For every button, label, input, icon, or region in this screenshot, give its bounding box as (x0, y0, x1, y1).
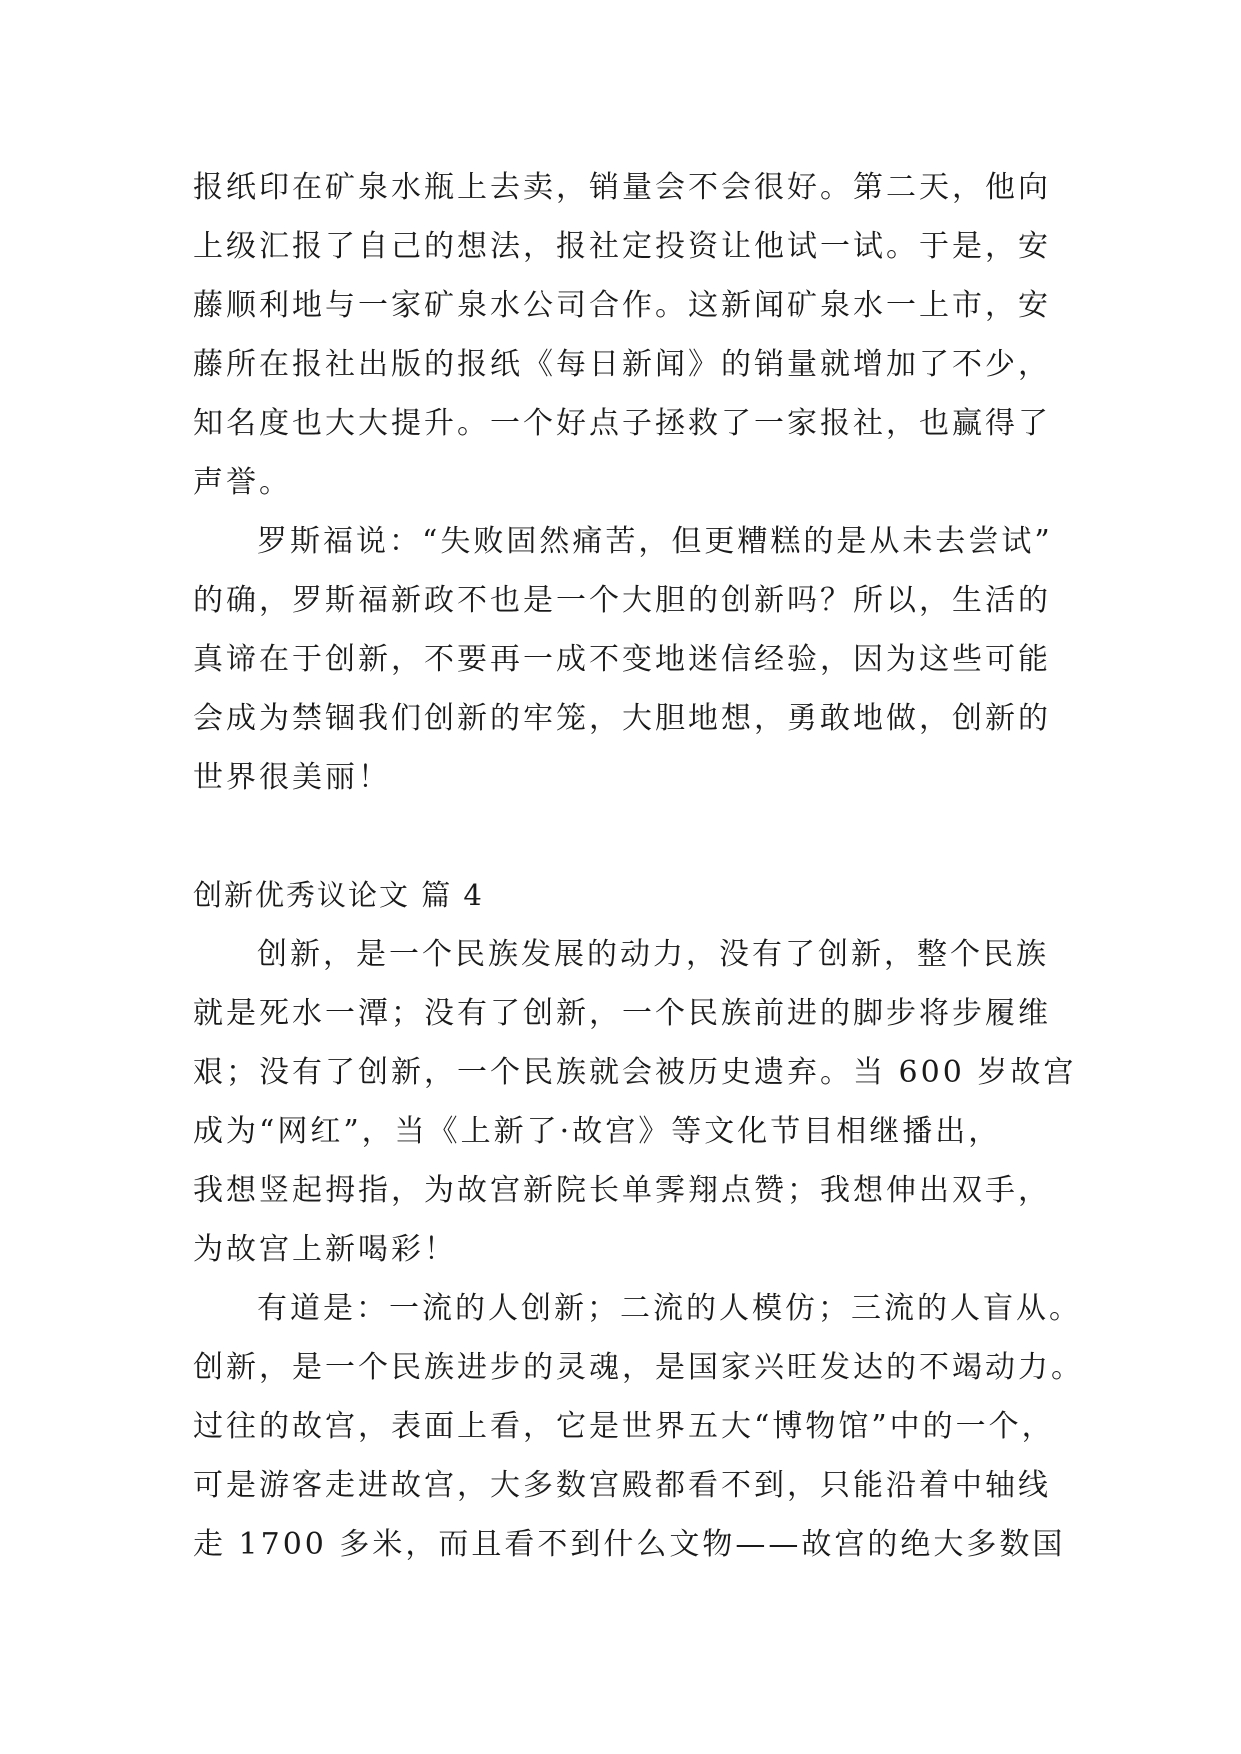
paragraph-line: 藤所在报社出版的报纸《每日新闻》的销量就增加了不少， (193, 347, 1051, 382)
paragraph-line: 报纸印在矿泉水瓶上去卖，销量会不会很好。第二天，他向 (193, 170, 1051, 205)
paragraph-line: 世界很美丽！ (193, 760, 391, 795)
document-body (193, 158, 1084, 1574)
paragraph-line: 就是死水一潭；没有了创新，一个民族前进的脚步将步履维 (193, 996, 1051, 1031)
paragraph-2 (193, 512, 1053, 807)
paragraph-line: 上级汇报了自己的想法，报社定投资让他试一试。于是，安 (193, 229, 1051, 264)
paragraph-1 (193, 158, 1051, 512)
paragraph-3 (193, 925, 1077, 1279)
paragraph-line: 的确，罗斯福新政不也是一个大胆的创新吗？所以，生活的 (193, 583, 1051, 618)
paragraph-line: 过往的故宫，表面上看，它是世界五大“博物馆”中的一个， (193, 1409, 1055, 1444)
paragraph-line: 声誉。 (193, 465, 292, 500)
paragraph-line: 知名度也大大提升。一个好点子拯救了一家报社，也赢得了 (193, 406, 1051, 441)
paragraph-line: 走 1700 多米，而且看不到什么文物——故宫的绝大多数国 (193, 1527, 1066, 1562)
paragraph-line: 罗斯福说：“失败固然痛苦，但更糟糕的是从未去尝试” (257, 524, 1053, 559)
paragraph-line: 有道是：一流的人创新；二流的人模仿；三流的人盲从。 (257, 1291, 1082, 1326)
paragraph-4 (193, 1279, 1084, 1574)
paragraph-line: 艰；没有了创新，一个民族就会被历史遗弃。当 600 岁故宫 (193, 1055, 1077, 1090)
paragraph-line: 创新，是一个民族发展的动力，没有了创新，整个民族 (257, 937, 1049, 972)
paragraph-line: 成为“网红”，当《上新了·故宫》等文化节目相继播出， (193, 1114, 1002, 1149)
paragraph-line: 真谛在于创新，不要再一成不变地迷信经验，因为这些可能 (193, 642, 1051, 677)
paragraph-line: 我想竖起拇指，为故宫新院长单霁翔点赞；我想伸出双手， (193, 1173, 1051, 1208)
paragraph-line: 创新，是一个民族进步的灵魂，是国家兴旺发达的不竭动力。 (193, 1350, 1084, 1385)
section-heading: 创新优秀议论文 篇 4 (193, 878, 484, 912)
paragraph-line: 会成为禁锢我们创新的牢笼，大胆地想，勇敢地做，创新的 (193, 701, 1051, 736)
paragraph-line: 可是游客走进故宫，大多数宫殿都看不到，只能沿着中轴线 (193, 1468, 1051, 1503)
paragraph-line: 为故宫上新喝彩！ (193, 1232, 457, 1267)
paragraph-line: 藤顺利地与一家矿泉水公司合作。这新闻矿泉水一上市，安 (193, 288, 1051, 323)
blank-line (193, 807, 1048, 866)
